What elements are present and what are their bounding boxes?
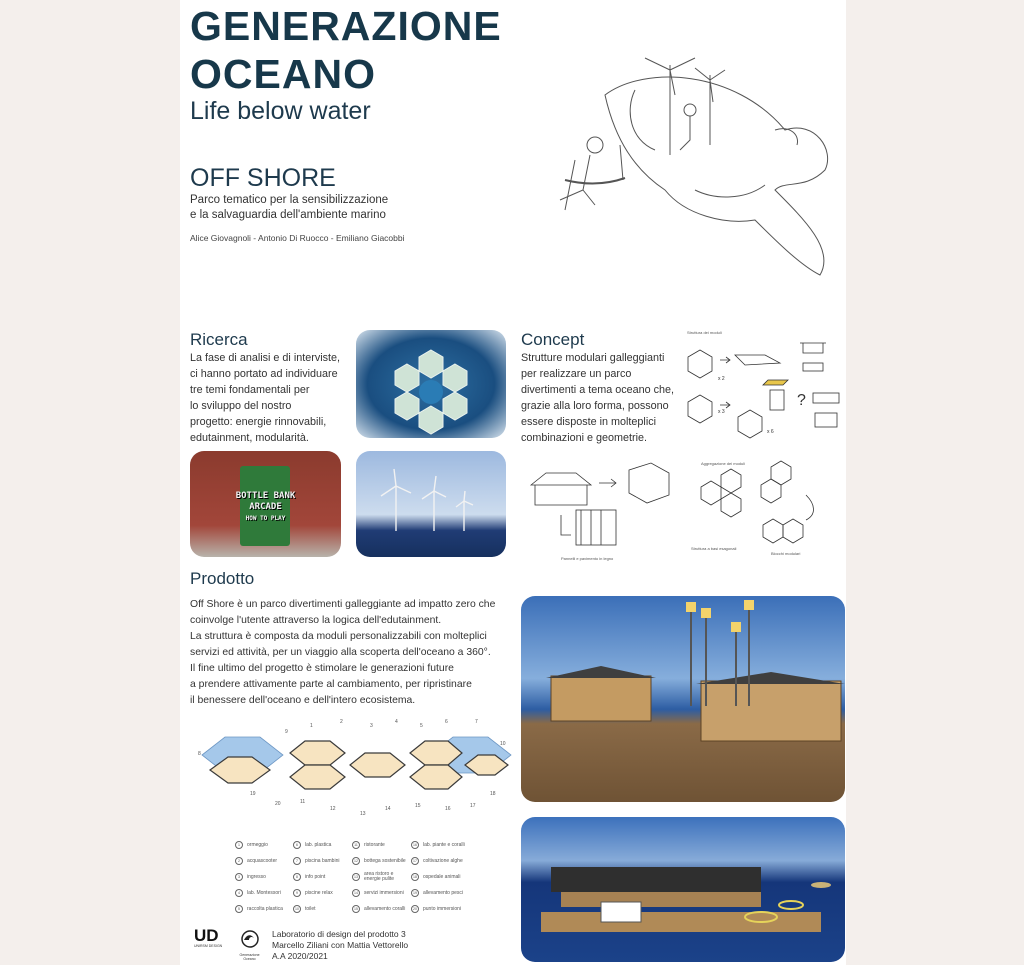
module-sketch-top (685, 330, 845, 450)
module-sketch-bottom (521, 455, 845, 565)
legend-number: 14 (352, 889, 360, 897)
legend-number: 18 (411, 873, 419, 881)
ricerca-line: lo sviluppo del nostro (190, 400, 292, 412)
unirsm-design-logo (194, 928, 234, 948)
ricerca-line: progetto: energie rinnovabili, (190, 416, 327, 428)
course-line-1: Laboratorio di design del prodotto 3 (272, 929, 406, 939)
plan-number: 18 (490, 791, 496, 797)
concept-text (521, 350, 686, 446)
main-title (190, 2, 520, 98)
wind-turbines-graphic (356, 451, 506, 557)
module-sketch-drawing (685, 335, 845, 450)
legend-number: 20 (411, 905, 419, 913)
plan-number: 19 (250, 791, 256, 797)
legend-number: 1 (235, 841, 243, 849)
plan-number: 11 (300, 799, 306, 805)
legend-label: ristorante (364, 842, 385, 848)
legend-label: info point (305, 874, 326, 880)
legend-number: 13 (352, 873, 360, 881)
legend-label: piscina bambini (305, 858, 340, 864)
legend-number: 16 (411, 841, 419, 849)
plan-number: 20 (275, 801, 281, 807)
legend-item (411, 840, 481, 850)
unirsm-logo-caption: UNIRSM DESIGN (194, 944, 223, 948)
legend-number: 10 (293, 905, 301, 913)
legend-label: punto immersioni (423, 906, 462, 912)
sketch-note-2: Pannelli e pavimento in legno (561, 556, 614, 561)
legend-label: bottega sostenibile (364, 858, 406, 864)
prodotto-line: La struttura è composta da moduli personalizzabili con molteplici (190, 631, 487, 642)
sketch-question-mark: ? (797, 392, 806, 409)
floating-structure-photo (356, 330, 506, 438)
plan-number: 14 (385, 806, 391, 812)
subtitle: Life below water (190, 97, 371, 125)
sketch-label-x6: x 6 (767, 429, 774, 435)
render-photo-deck (521, 596, 845, 802)
prodotto-text (190, 597, 520, 709)
sketch-note-title: Struttura dei moduli (687, 330, 722, 335)
prodotto-line: coinvolge l'utente attraverso la logica dell'edutainment. (190, 615, 442, 626)
prodotto-line: Il fine ultimo del progetto è stimolare le generazioni future (190, 663, 454, 674)
legend-label: ormeggio (247, 842, 268, 848)
plan-number: 10 (500, 741, 506, 747)
plan-number: 12 (330, 806, 336, 812)
prodotto-line: Off Shore è un parco divertimenti galleggiante ad impatto zero che (190, 599, 496, 610)
concept-line: Strutture modulari galleggianti (521, 352, 665, 364)
plan-number: 1 (310, 723, 313, 729)
legend-label: raccolta plastica (247, 906, 283, 912)
render-photo-aerial (521, 817, 845, 962)
unirsm-logo-mark: UD (194, 926, 219, 945)
render-deck-graphic (521, 596, 845, 802)
legend-number: 11 (352, 841, 360, 849)
bottle-bank-arcade-photo (190, 451, 341, 557)
arcade-line-3: HOW TO PLAY (245, 515, 286, 522)
legend-number: 12 (352, 857, 360, 865)
legend-number: 2 (235, 857, 243, 865)
site-plan-diagram (190, 715, 520, 830)
legend-label: acquascooter (247, 858, 278, 864)
legend-label: lab. Montessori (247, 890, 281, 896)
plan-number: 7 (475, 719, 478, 725)
legend-number: 3 (235, 873, 243, 881)
generazione-logo-caption-2: Oceano (243, 957, 256, 961)
plan-number: 17 (470, 803, 476, 809)
plan-number: 9 (285, 729, 288, 735)
concept-line: essere disposte in molteplici (521, 416, 657, 428)
legend-item (352, 872, 412, 882)
legend-label: ospedale animali (423, 874, 461, 880)
legend-label: allevamento pesci (423, 890, 464, 896)
prodotto-line: a prendere attivamente parte al cambiamento, per ripristinare (190, 679, 472, 690)
poster (180, 0, 846, 965)
course-line-3: A.A 2020/2021 (272, 951, 328, 961)
offshore-desc-line-2: e la salvaguardia dell'ambiente marino (190, 209, 386, 221)
arcade-line-1: BOTTLE BANK (235, 491, 296, 501)
plan-number: 5 (420, 723, 423, 729)
legend-item (411, 904, 481, 914)
plan-number: 13 (360, 811, 366, 817)
legend-item (352, 840, 412, 850)
offshore-desc-line-1: Parco tematico per la sensibilizzazione (190, 194, 389, 206)
title-line-1: GENERAZIONE (190, 3, 502, 49)
turtle-sketch-illustration (535, 50, 835, 280)
concept-line: divertimenti a tema oceano che, (521, 384, 675, 396)
legend-label: coltivazione alghe (423, 858, 463, 864)
legend-number: 5 (235, 905, 243, 913)
legend-item (352, 888, 412, 898)
legend-item (411, 872, 481, 882)
wave-logo-icon (241, 930, 259, 948)
sketch-note-3: Aggregazione dei moduli (701, 461, 746, 466)
legend-number: 19 (411, 889, 419, 897)
sketch-note-4: Blocchi modulari (771, 551, 801, 556)
plan-legend (235, 840, 525, 915)
ricerca-text (190, 350, 355, 446)
legend-item (411, 856, 481, 866)
aggregation-sketch (521, 455, 845, 565)
ricerca-line: La fase di analisi e di interviste, (190, 352, 341, 364)
ricerca-heading: Ricerca (190, 330, 248, 349)
sketch-label-x3: x 3 (718, 409, 725, 415)
ricerca-line: tre temi fondamentali per (190, 384, 310, 396)
sketch-label-x2: x 2 (718, 376, 725, 382)
legend-label: area ristoro e energie pulite (364, 871, 395, 882)
plan-number: 16 (445, 806, 451, 812)
legend-number: 9 (293, 889, 301, 897)
hexagon-ring-graphic (356, 330, 506, 438)
generazione-oceano-logo (237, 930, 262, 961)
generazione-logo-caption-1: Generazione (239, 953, 260, 957)
plan-number: 4 (395, 719, 398, 725)
prodotto-heading: Prodotto (190, 569, 255, 588)
concept-line: combinazioni e geometrie. (521, 432, 648, 444)
arcade-sign (190, 491, 341, 524)
legend-number: 8 (293, 873, 301, 881)
legend-label: allevamento coralli (364, 906, 406, 912)
concept-line: per realizzare un parco (521, 368, 632, 380)
legend-item (411, 888, 481, 898)
legend-label: servizi immersioni (364, 890, 404, 896)
legend-label: lab. plastica (305, 842, 332, 848)
arcade-line-2: ARCADE (249, 502, 282, 512)
plan-number: 15 (415, 803, 421, 809)
legend-number: 6 (293, 841, 301, 849)
legend-number: 17 (411, 857, 419, 865)
title-line-2: OCEANO (190, 51, 376, 97)
legend-column-3 (352, 840, 412, 914)
concept-line: grazie alla loro forma, possono (521, 400, 669, 412)
course-info (272, 929, 472, 962)
ricerca-line: edutainment, modularità. (190, 432, 309, 444)
prodotto-line: servizi ed attività, per un viaggio alla scoperta dell'oceano a 360°. (190, 647, 491, 658)
concept-heading: Concept (521, 330, 585, 349)
legend-item (352, 856, 412, 866)
legend-number: 4 (235, 889, 243, 897)
offshore-heading: OFF SHORE (190, 164, 336, 192)
course-line-2: Marcello Ziliani con Mattia Vettorello (272, 940, 409, 950)
legend-column-4 (411, 840, 481, 914)
ricerca-line: ci hanno portato ad individuare (190, 368, 338, 380)
legend-label: toilet (305, 906, 316, 912)
plan-number: 3 (370, 723, 373, 729)
sketch-note-1: Struttura a basi esagonali (691, 546, 737, 551)
plan-number: 8 (198, 751, 201, 757)
wind-turbines-photo (356, 451, 506, 557)
legend-label: ingresso (247, 874, 266, 880)
prodotto-line: il benessere dell'oceano e dell'intero ecosistema. (190, 695, 416, 706)
legend-item (352, 904, 412, 914)
render-aerial-graphic (521, 817, 845, 962)
legend-number: 7 (293, 857, 301, 865)
plan-number: 6 (445, 719, 448, 725)
plan-number: 2 (340, 719, 343, 725)
legend-label: piscine relax (305, 890, 333, 896)
offshore-description (190, 193, 450, 223)
legend-label: lab. piante e coralli (423, 842, 465, 848)
authors: Alice Giovagnoli - Antonio Di Ruocco - Emiliano Giacobbi (190, 233, 405, 243)
legend-number: 15 (352, 905, 360, 913)
